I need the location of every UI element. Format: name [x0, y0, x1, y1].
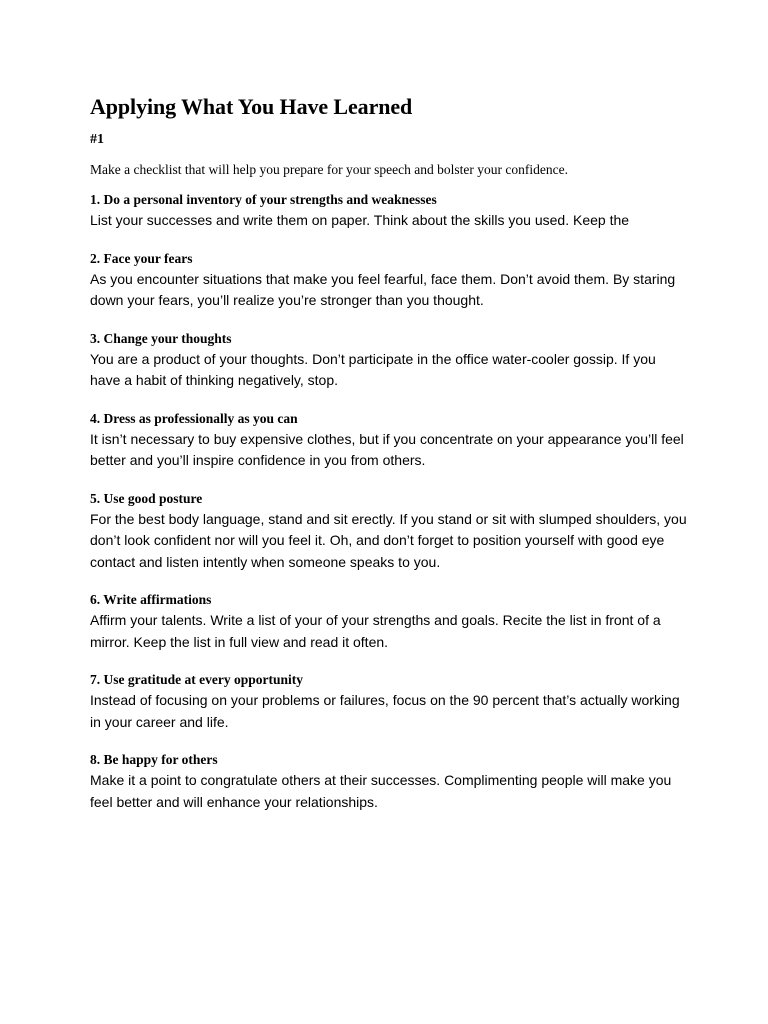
item-heading: 1. Do a personal inventory of your strengths and weaknesses [90, 192, 437, 207]
item-heading: 2. Face your fears [90, 250, 193, 266]
item-heading: 3. Change your thoughts [90, 330, 232, 346]
item-heading: 8. Be happy for others [90, 752, 218, 767]
checklist-item [90, 590, 690, 653]
intro-text: Make a checklist that will help you prepare for your speech and bolster your confidence. [90, 162, 568, 177]
item-body: It isn’t necessary to buy expensive clothes, but if you concentrate on your appearance you’ll feel better and you’ll inspire confidence in you from others. [90, 430, 684, 468]
checklist-item [90, 670, 690, 733]
page-title: Applying What You Have Learned [90, 94, 413, 119]
checklist-item [90, 489, 690, 574]
checklist-item [90, 329, 690, 392]
item-body: Affirm your talents. Write a list of your of your strengths and goals. Recite the list in front of a mirror. Keep the list in full view and read it often. [90, 612, 661, 650]
item-heading: 4. Dress as professionally as you can [90, 410, 298, 426]
document-page [90, 92, 690, 830]
item-body: As you encounter situations that make you feel fearful, face them. Don’t avoid them. By staring down your fears, you’ll realize you’re stronger than you thought. [90, 270, 676, 308]
item-heading: 5. Use good posture [90, 490, 203, 506]
section-number: #1 [90, 132, 104, 147]
item-body: For the best body language, stand and sit erectly. If you stand or sit with slumped shoulders, you don’t look confident nor will you feel it. Oh, and don’t forget to position yourself with good eye contact and listen intently when someone speaks to you. [90, 510, 687, 570]
checklist-item [90, 409, 690, 472]
item-body: Make it a point to congratulate others at their successes. Complimenting people will make you feel better and will enhance your relationships. [90, 772, 672, 810]
item-heading: 6. Write affirmations [90, 592, 212, 607]
item-body: Instead of focusing on your problems or failures, focus on the 90 percent that’s actually working in your career and life. [90, 692, 680, 730]
item-body: You are a product of your thoughts. Don’t participate in the office water-cooler gossip. If you have a habit of thinking negatively, stop. [90, 350, 656, 388]
checklist-item [90, 249, 690, 312]
checklist-item [90, 190, 690, 232]
item-heading: 7. Use gratitude at every opportunity [90, 672, 303, 687]
item-body: List your successes and write them on paper. Think about the skills you used. Keep the [90, 212, 630, 228]
checklist-item [90, 750, 690, 813]
